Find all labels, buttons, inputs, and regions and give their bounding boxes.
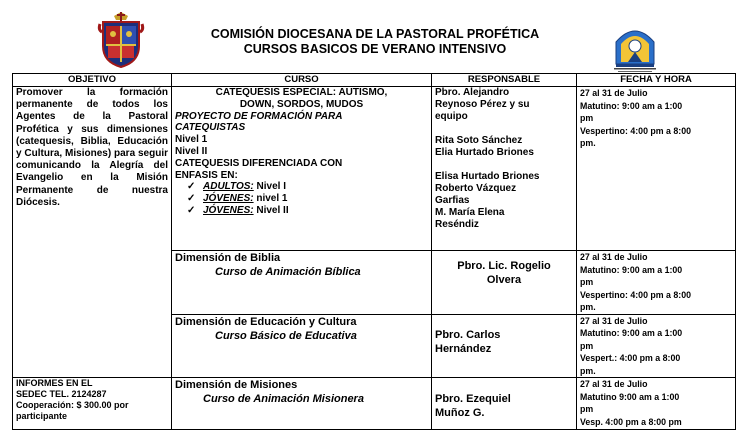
column-header-responsable: RESPONSABLE [432, 74, 577, 87]
dimension-title: Dimensión de Misiones [175, 379, 298, 391]
responsable-line: Garfias [435, 195, 470, 206]
fecha-line: Matutino: 9:00 am a 1:00 [580, 328, 683, 338]
informes-cell [13, 378, 172, 430]
checkmark-icon: ✓ [187, 181, 196, 193]
responsable-line: equipo [435, 111, 468, 122]
fecha-line: Matutino 9:00 am a 1:00 [580, 391, 680, 402]
curso-cell [172, 314, 432, 378]
fecha-line: Vespertino: 4:00 pm a 8:00 [580, 125, 691, 136]
fecha-cell [577, 314, 736, 378]
objetivo-text: Promover la formación permanente de todos los Agentes de la Pastoral Profética y sus dimensiones (catequesis, Biblia, Educación y Cultura, Misiones) para seguir comunicando la Alegría del Evangelio en la Misión Permanente de nuestra Diócesis. [16, 87, 168, 208]
curso-line: Nivel 1 [175, 134, 208, 146]
informes-line: SEDEC TEL. 2124287 [16, 389, 107, 399]
curso-line: PROYECTO DE FORMACIÓN PARA [175, 110, 343, 122]
item-label: JÓVENES: [203, 204, 254, 216]
curso-line: CATEQUISTAS [175, 122, 246, 134]
table-row [13, 378, 736, 430]
column-header-curso: CURSO [172, 74, 432, 87]
responsable-line: Reynoso Pérez y su [435, 99, 530, 110]
item-level: nivel 1 [253, 193, 288, 205]
fecha-line: pm [580, 277, 594, 287]
fecha-line: 27 al 31 de Julio [580, 379, 648, 389]
table-header-row [13, 74, 736, 87]
list-item [175, 205, 428, 217]
responsable-line: Reséndiz [435, 219, 479, 230]
curso-line: Nivel II [175, 145, 208, 157]
curso-line: ENFASIS EN: [175, 169, 238, 181]
responsable-line: Elia Hurtado Briones [435, 147, 534, 158]
fecha-line: Vesp. 4:00 pm a 8:00 pm [580, 416, 682, 427]
curso-line: DOWN, SORDOS, MUDOS [239, 98, 364, 110]
curso-cell [172, 378, 432, 430]
fecha-line: pm. [580, 365, 596, 376]
curso-cell [172, 251, 432, 315]
item-label: ADULTOS: [203, 181, 254, 193]
diocese-coat-of-arms-logo [96, 12, 146, 68]
responsable-line: Rita Soto Sánchez [435, 135, 523, 146]
responsable-line: Roberto Vázquez [435, 183, 517, 194]
item-level: Nivel I [253, 181, 286, 193]
informes-line: participante [16, 411, 68, 421]
responsable-line: Hernández [435, 342, 492, 355]
fecha-line: pm [580, 113, 594, 123]
fecha-line: 27 al 31 de Julio [580, 315, 648, 326]
fecha-cell [577, 87, 736, 251]
responsable-cell [432, 378, 577, 430]
fecha-line: Matutino: 9:00 am a 1:00 [580, 100, 683, 111]
responsable-line: Pbro. Alejandro [435, 87, 510, 98]
responsable-line: Olvera [486, 274, 522, 286]
item-label: JÓVENES: [203, 193, 254, 205]
fecha-line: pm [580, 404, 594, 414]
fecha-line: pm. [580, 138, 596, 148]
fecha-line: 27 al 31 de Julio [580, 252, 648, 262]
objetivo-cell [13, 87, 172, 378]
responsable-line: Pbro. Ezequiel [435, 393, 511, 405]
pastoral-profetica-emblem-logo [612, 24, 658, 74]
responsable-line: Elisa Hurtado Briones [435, 171, 540, 182]
curso-cell [172, 87, 432, 251]
curso-line: CATEQUESIS DIFERENCIADA CON [175, 157, 343, 169]
item-level: Nivel II [253, 204, 289, 216]
column-header-fecha: FECHA Y HORA [577, 74, 736, 87]
dimension-title: Dimensión de Biblia [175, 252, 281, 264]
responsable-cell [432, 87, 577, 251]
fecha-line: pm [580, 340, 594, 351]
table-row [13, 87, 736, 251]
document-title: COMISIÓN DIOCESANA DE LA PASTORAL PROFÉTICA [210, 27, 540, 41]
list-item [175, 193, 428, 205]
checkmark-icon: ✓ [187, 193, 196, 205]
responsable-line: Pbro. Lic. Rogelio [457, 260, 551, 272]
fecha-cell [577, 378, 736, 430]
responsable-line: Muñoz G. [435, 407, 485, 419]
course-name: Curso Básico de Educativa [215, 329, 357, 342]
responsable-line: M. María Elena [435, 207, 505, 218]
fecha-line: Matutino: 9:00 am a 1:00 [580, 264, 683, 275]
column-header-objetivo: OBJETIVO [13, 74, 172, 87]
fecha-line: Vespert.: 4:00 pm a 8:00 [580, 353, 681, 363]
course-name: Curso de Animación Bíblica [215, 266, 361, 278]
dimension-title: Dimensión de Educación y Cultura [175, 315, 357, 328]
responsable-cell [432, 314, 577, 378]
curso-line: CATEQUESIS ESPECIAL: AUTISMO, [215, 87, 388, 98]
fecha-line: 27 al 31 de Julio [580, 88, 648, 98]
document-subtitle: CURSOS BASICOS DE VERANO INTENSIVO [243, 42, 507, 56]
fecha-line: pm. [580, 302, 596, 312]
informes-line: INFORMES EN EL [16, 378, 93, 388]
course-name: Curso de Animación Misionera [203, 393, 364, 405]
course-schedule-table [12, 73, 736, 430]
responsable-cell [432, 251, 577, 315]
fecha-cell [577, 251, 736, 315]
checkmark-icon: ✓ [187, 204, 196, 216]
list-item [175, 181, 428, 193]
responsable-line: Pbro. Carlos [435, 328, 501, 341]
fecha-line: Vespertino: 4:00 pm a 8:00 [580, 289, 691, 300]
informes-line: Cooperación: $ 300.00 por [16, 400, 129, 410]
